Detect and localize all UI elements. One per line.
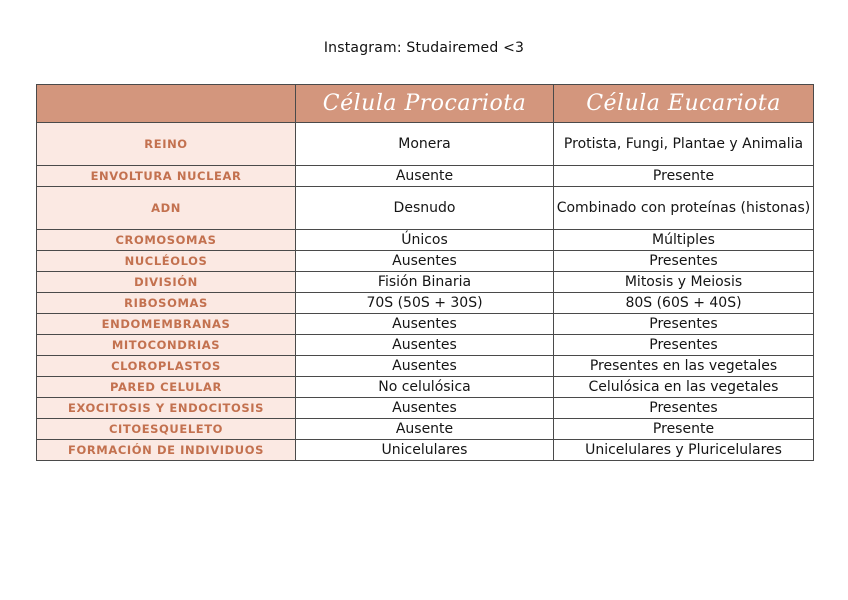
procariota-cell: Ausentes [296,398,554,419]
comparison-table [36,84,814,461]
table-row [37,166,814,187]
procariota-cell: Ausente [296,419,554,440]
eucariota-cell: Celulósica en las vegetales [554,377,814,398]
table-row [37,187,814,230]
row-label: FORMACIÓN DE INDIVIDUOS [37,440,296,461]
table-row [37,419,814,440]
eucariota-cell: Presente [554,166,814,187]
row-label: REINO [37,123,296,166]
table-row [37,272,814,293]
row-label: CITOESQUELETO [37,419,296,440]
eucariota-cell: Combinado con proteínas (histonas) [554,187,814,230]
eucariota-cell: Presentes en las vegetales [554,356,814,377]
row-label: ADN [37,187,296,230]
row-label: EXOCITOSIS Y ENDOCITOSIS [37,398,296,419]
procariota-cell: 70S (50S + 30S) [296,293,554,314]
eucariota-cell: Presentes [554,314,814,335]
row-label: CLOROPLASTOS [37,356,296,377]
eucariota-cell: Presentes [554,335,814,356]
table-header-row [37,85,814,123]
procariota-cell: Ausentes [296,314,554,335]
procariota-cell: Únicos [296,230,554,251]
page-title: Instagram: Studairemed <3 [323,40,525,56]
row-label: ENVOLTURA NUCLEAR [37,166,296,187]
header-corner-cell [37,85,296,123]
header-celula-eucariota: Célula Eucariota [554,85,814,123]
table-row [37,356,814,377]
procariota-cell: Desnudo [296,187,554,230]
header-celula-procariota: Célula Procariota [296,85,554,123]
row-label: RIBOSOMAS [37,293,296,314]
table-row [37,293,814,314]
table-row [37,230,814,251]
procariota-cell: Monera [296,123,554,166]
table-row [37,377,814,398]
eucariota-cell: 80S (60S + 40S) [554,293,814,314]
table-row [37,314,814,335]
eucariota-cell: Mitosis y Meiosis [554,272,814,293]
row-label: NUCLÉOLOS [37,251,296,272]
procariota-cell: Unicelulares [296,440,554,461]
eucariota-cell: Presentes [554,398,814,419]
procariota-cell: Ausentes [296,335,554,356]
eucariota-cell: Protista, Fungi, Plantae y Animalia [554,123,814,166]
eucariota-cell: Presentes [554,251,814,272]
table-row [37,335,814,356]
procariota-cell: Fisión Binaria [296,272,554,293]
table-row [37,123,814,166]
table-row [37,251,814,272]
eucariota-cell: Presente [554,419,814,440]
procariota-cell: Ausentes [296,356,554,377]
row-label: CROMOSOMAS [37,230,296,251]
eucariota-cell: Múltiples [554,230,814,251]
row-label: MITOCONDRIAS [37,335,296,356]
row-label: ENDOMEMBRANAS [37,314,296,335]
procariota-cell: No celulósica [296,377,554,398]
row-label: DIVISIÓN [37,272,296,293]
procariota-cell: Ausente [296,166,554,187]
table-row [37,398,814,419]
eucariota-cell: Unicelulares y Pluricelulares [554,440,814,461]
table-row [37,440,814,461]
row-label: PARED CELULAR [37,377,296,398]
procariota-cell: Ausentes [296,251,554,272]
